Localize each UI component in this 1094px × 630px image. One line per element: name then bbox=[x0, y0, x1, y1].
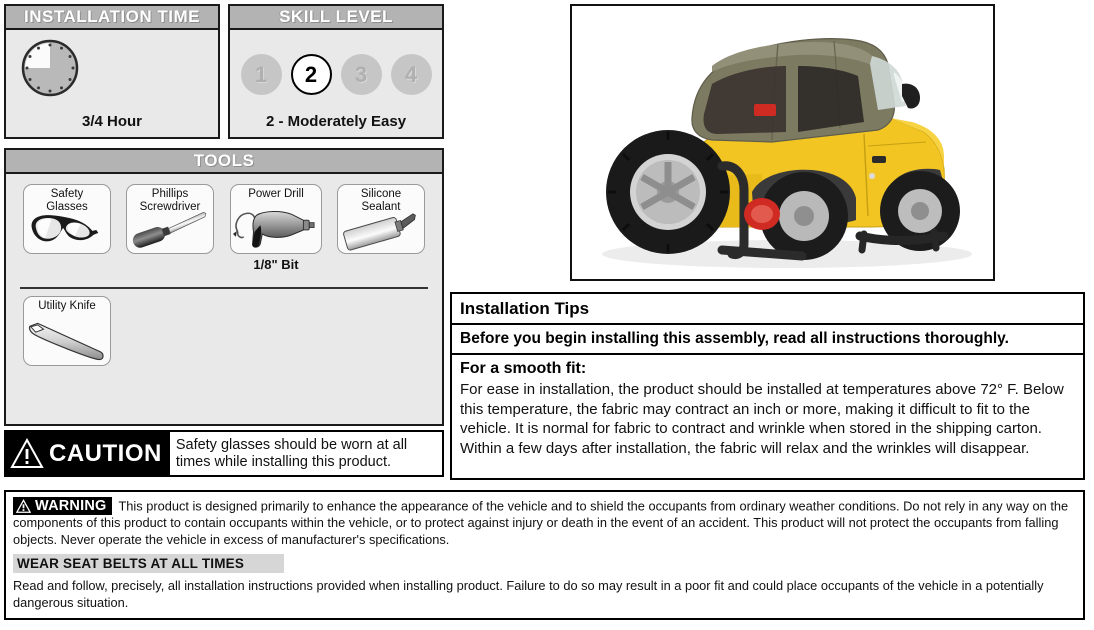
warning-box bbox=[4, 490, 1085, 620]
installation-tips-title: Installation Tips bbox=[460, 299, 590, 318]
safety-glasses-icon bbox=[24, 185, 110, 253]
tool-label-line1: Phillips bbox=[151, 188, 189, 200]
skill-level-value: 2 - Moderately Easy bbox=[265, 113, 407, 130]
tool-sub-power-drill: 1/8" Bit bbox=[253, 257, 299, 272]
skill-level-panel bbox=[228, 4, 444, 139]
caution-text: Safety glasses should be worn at all times while installing this product. bbox=[175, 436, 408, 470]
skill-dot-4: 4 bbox=[391, 54, 432, 95]
warning-paragraph-2: Read and follow, precisely, all installation instructions provided when installing product. Failure to do so may result in a poor fit and could place occupants of the vehicle in a potentially dangerous situation. bbox=[13, 578, 1044, 610]
tool-card-power-drill bbox=[230, 184, 322, 272]
tool-label-line1: Silicone bbox=[360, 188, 402, 200]
skill-dot-2: 2 bbox=[291, 54, 332, 95]
tool-label-line1: Safety bbox=[50, 188, 84, 200]
warning-triangle-icon bbox=[16, 499, 31, 514]
caution-word: CAUTION bbox=[49, 439, 162, 467]
product-photo bbox=[570, 4, 995, 281]
installation-time-value: 3/4 Hour bbox=[81, 113, 142, 130]
silicone-sealant-icon bbox=[338, 185, 424, 253]
warning-badge bbox=[13, 497, 112, 515]
phillips-screwdriver-icon bbox=[127, 185, 213, 253]
utility-knife-icon bbox=[24, 297, 110, 365]
skill-dot-3: 3 bbox=[341, 54, 382, 95]
warning-word: WARNING bbox=[35, 498, 107, 514]
tools-body bbox=[6, 174, 442, 448]
warning-triangle-icon bbox=[10, 438, 44, 470]
installation-tips-box bbox=[450, 292, 1085, 480]
skill-level-header: SKILL LEVEL bbox=[230, 6, 442, 30]
warning-paragraph-1 bbox=[13, 497, 1076, 548]
installation-tips-body-row bbox=[452, 355, 1083, 462]
tool-label-line1: Utility Knife bbox=[38, 300, 96, 312]
jeep-wrangler-illustration bbox=[572, 6, 993, 279]
installation-tips-subtitle: For a smooth fit: bbox=[460, 360, 587, 377]
tool-label-line1: Power Drill bbox=[248, 188, 304, 200]
tools-panel bbox=[4, 148, 444, 426]
tools-divider bbox=[20, 287, 428, 289]
tool-label-line2: Screwdriver bbox=[139, 200, 201, 213]
installation-tips-lead-row bbox=[452, 325, 1083, 355]
warning-paragraph-1-text: This product is designed primarily to enhance the appearance of the vehicle and to shield the occupants from ordinary weather conditions. Do not rely in any way on the components of this product to contain occupants within the vehicle, or to protect against injury or death in the event of an accident. This product will not protect the occupants from falling objects. Never operate the vehicle in excess of manufacturer's specifications. bbox=[13, 498, 1069, 547]
installation-time-panel bbox=[4, 4, 220, 139]
tool-card-silicone-sealant bbox=[337, 184, 425, 254]
caution-badge bbox=[6, 432, 170, 475]
caution-box bbox=[4, 430, 444, 477]
power-drill-icon bbox=[231, 185, 321, 253]
skill-level-dots bbox=[230, 54, 442, 95]
installation-time-header: INSTALLATION TIME bbox=[6, 6, 218, 30]
installation-tips-body: For ease in installation, the product should be installed at temperatures above 72° F. Below this temperature, the fabric may contract an inch or more, making it difficult to fit to the vehicle. It is normal for fabric to contract and wrinkle when stored in the shipping carton. Within a few days after installation, the fabric will relax and the wrinkles will disappear. bbox=[460, 381, 1064, 457]
clock-icon bbox=[18, 36, 82, 105]
tool-card-safety-glasses bbox=[23, 184, 111, 254]
installation-tips-title-row bbox=[452, 294, 1083, 325]
seatbelt-banner: WEAR SEAT BELTS AT ALL TIMES bbox=[13, 554, 284, 573]
tool-card-phillips-screwdriver bbox=[126, 184, 214, 254]
skill-dot-1: 1 bbox=[241, 54, 282, 95]
tools-header: TOOLS bbox=[6, 150, 442, 174]
installation-tips-lead: Before you begin installing this assembly, read all instructions thoroughly. bbox=[460, 330, 1009, 347]
tool-label-line2: Glasses bbox=[46, 200, 88, 213]
tool-card-utility-knife bbox=[23, 296, 111, 366]
tool-label-line2: Sealant bbox=[361, 200, 401, 213]
